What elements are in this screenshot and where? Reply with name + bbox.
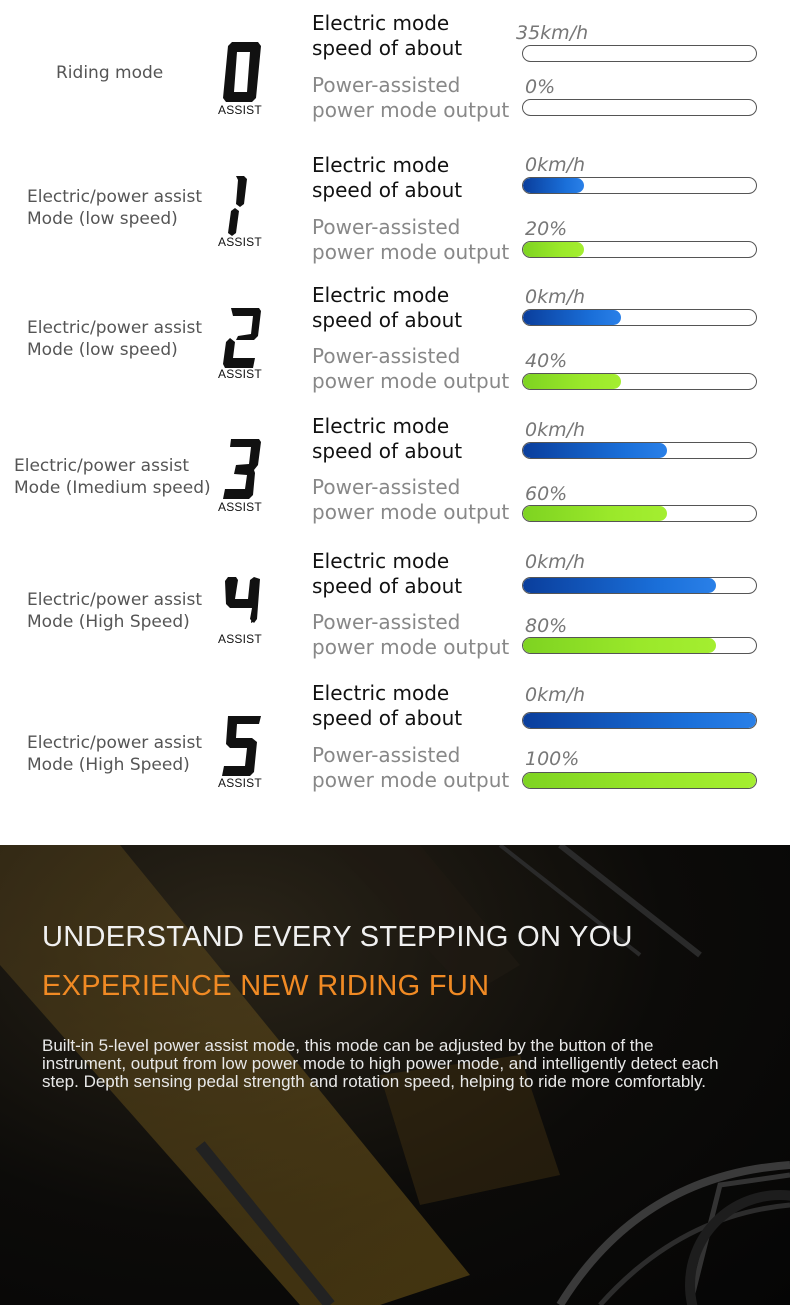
power-label-line: power mode output [312, 635, 510, 659]
mode-label-line: Electric/power assist [27, 733, 203, 753]
output-value: 80% [525, 615, 568, 637]
digit-4-icon [222, 575, 262, 639]
output-bar-fill [523, 506, 667, 521]
output-value: 60% [525, 483, 568, 505]
mode-label-line: Mode (High Speed) [27, 612, 190, 632]
mode-label-line: Electric/power assist [27, 187, 203, 207]
electric-mode-label [312, 11, 462, 61]
mode-label-line: Mode (Imedium speed) [14, 478, 211, 498]
speed-bar [522, 712, 757, 729]
power-mode-label [312, 743, 509, 793]
speed-bar-fill [523, 713, 756, 728]
power-mode-label [312, 610, 509, 660]
electric-label-line: speed of about [312, 439, 463, 463]
output-bar-fill [523, 638, 716, 653]
assist-label: ASSIST [218, 632, 262, 646]
output-bar-fill [523, 242, 584, 257]
speed-bar-fill [523, 310, 621, 325]
power-label-line: power mode output [312, 240, 510, 264]
speed-bar [522, 309, 757, 326]
mode-label [14, 455, 211, 499]
power-label-line: Power-assisted [312, 215, 461, 239]
mode-row-4 [0, 537, 790, 667]
digit-0-icon [222, 40, 262, 104]
electric-label-line: speed of about [312, 574, 463, 598]
speed-bar [522, 442, 757, 459]
output-bar [522, 373, 757, 390]
mode-label-line: Electric/power assist [27, 318, 203, 338]
promo-description: Built-in 5-level power assist mode, this mode can be adjusted by the button of the instrument, output from low power mode to high power mode, and intelligently detect each step. Depth sensing pedal strength and rotation speed, helping to ride more comfortably. [42, 1036, 719, 1091]
assist-label: ASSIST [218, 500, 262, 514]
digit-3-icon [222, 437, 262, 501]
mode-row-5 [0, 670, 790, 800]
electric-mode-label [312, 549, 462, 599]
output-value: 100% [525, 748, 580, 770]
power-label-line: Power-assisted [312, 610, 461, 634]
power-label-line: power mode output [312, 98, 510, 122]
digit-2-icon [222, 306, 262, 370]
mode-label-line: Electric/power assist [27, 590, 203, 610]
mode-label-line: Mode (low speed) [27, 209, 178, 229]
electric-label-line: speed of about [312, 36, 463, 60]
mode-label [27, 317, 202, 361]
digit-5-icon [222, 714, 262, 778]
assist-label: ASSIST [218, 367, 262, 381]
electric-label-line: speed of about [312, 178, 463, 202]
speed-bar-fill [523, 178, 584, 193]
assist-label: ASSIST [218, 235, 262, 249]
output-value: 20% [525, 218, 568, 240]
electric-label-line: Electric mode [312, 414, 450, 438]
output-value: 0% [525, 76, 556, 98]
electric-label-line: speed of about [312, 308, 463, 332]
electric-label-line: speed of about [312, 706, 463, 730]
output-bar [522, 772, 757, 789]
mode-label-line: Electric/power assist [14, 456, 190, 476]
mode-row-0 [0, 0, 790, 130]
speed-bar [522, 577, 757, 594]
speed-bar [522, 45, 757, 62]
promo-headline: UNDERSTAND EVERY STEPPING ON YOU [42, 921, 633, 953]
power-label-line: Power-assisted [312, 344, 461, 368]
power-label-line: power mode output [312, 500, 510, 524]
assist-label: ASSIST [218, 103, 262, 117]
output-value: 40% [525, 350, 568, 372]
output-bar [522, 505, 757, 522]
mode-label-line: Mode (High Speed) [27, 755, 190, 775]
power-label-line: Power-assisted [312, 73, 461, 97]
mode-label [56, 62, 163, 84]
speed-bar-fill [523, 578, 716, 593]
output-bar [522, 99, 757, 116]
power-label-line: Power-assisted [312, 475, 461, 499]
power-label-line: power mode output [312, 369, 510, 393]
output-bar [522, 241, 757, 258]
speed-bar [522, 177, 757, 194]
speed-value: 0km/h [525, 419, 586, 441]
speed-bar-fill [523, 443, 667, 458]
output-bar-fill [523, 773, 756, 788]
mode-label [27, 732, 202, 776]
power-label-line: Power-assisted [312, 743, 461, 767]
assist-label: ASSIST [218, 776, 262, 790]
electric-label-line: Electric mode [312, 549, 450, 573]
mode-row-2 [0, 272, 790, 402]
speed-value: 0km/h [525, 154, 586, 176]
mode-label-line: Riding mode [56, 63, 164, 83]
electric-label-line: Electric mode [312, 153, 450, 177]
output-bar [522, 637, 757, 654]
electric-mode-label [312, 283, 462, 333]
promo-subheadline: EXPERIENCE NEW RIDING FUN [42, 970, 490, 1002]
electric-label-line: Electric mode [312, 681, 450, 705]
electric-mode-label [312, 414, 462, 464]
power-label-line: power mode output [312, 768, 510, 792]
promo-banner [0, 845, 790, 1305]
power-mode-label [312, 344, 509, 394]
power-mode-label [312, 73, 509, 123]
electric-label-line: Electric mode [312, 11, 450, 35]
mode-row-1 [0, 142, 790, 272]
digit-1-icon [222, 174, 262, 238]
mode-label [27, 589, 202, 633]
output-bar-fill [523, 374, 621, 389]
electric-mode-label [312, 153, 462, 203]
electric-label-line: Electric mode [312, 283, 450, 307]
speed-value: 0km/h [525, 551, 586, 573]
mode-label-line: Mode (low speed) [27, 340, 178, 360]
speed-value: 35km/h [516, 22, 589, 44]
speed-value: 0km/h [525, 684, 586, 706]
power-mode-label [312, 475, 509, 525]
electric-mode-label [312, 681, 462, 731]
mode-label [27, 186, 202, 230]
speed-value: 0km/h [525, 286, 586, 308]
power-mode-label [312, 215, 509, 265]
mode-row-3 [0, 403, 790, 533]
